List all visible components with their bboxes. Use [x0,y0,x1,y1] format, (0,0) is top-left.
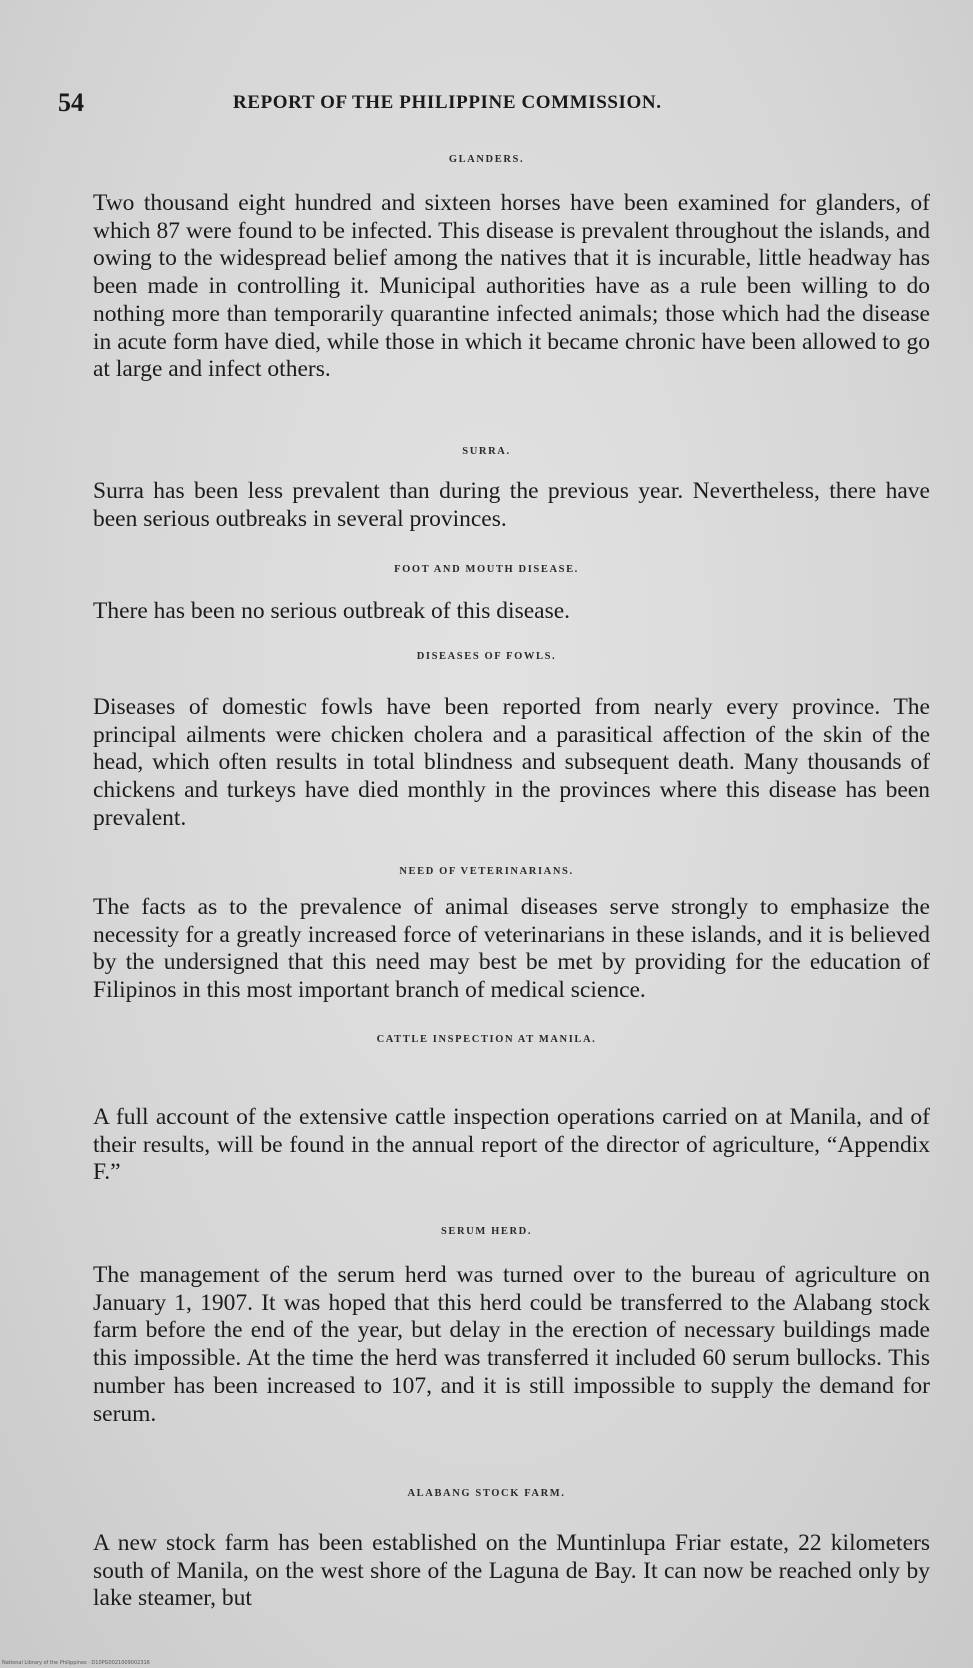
section-heading-foot-and-mouth: FOOT AND MOUTH DISEASE. [394,564,579,575]
section-text-diseases-of-fowls: Diseases of domestic fowls have been reported from nearly every province. The principal ailments were chicken cholera and a parasitical affection of the skin of the head, which often results in total blindness and subsequent death. Many thousands of chickens and turkeys have died monthly in the provinces where this disease has been prevalent. [93,694,930,831]
page-number: 54 [58,88,84,117]
library-credit: National Library of the Philippines · D10PG0021009002316 [2,1660,150,1666]
section-text-cattle-inspection: A full account of the extensive cattle inspection operations carried on at Manila, and of their results, will be found in the annual report of the director of agriculture, “Appendix F.” [93,1104,930,1186]
section-text-foot-and-mouth: There has been no serious outbreak of this disease. [93,598,571,624]
section-heading-serum-herd: SERUM HERD. [440,1226,533,1237]
page-header [58,88,918,122]
section-heading-surra: SURRA. [462,446,511,457]
section-heading-need-of-veterinarians: NEED OF VETERINARIANS. [399,866,574,877]
section-text-need-of-veterinarians: The facts as to the prevalence of animal diseases serve strongly to emphasize the necessity for a greatly increased force of veterinarians in these islands, and it is believed by the undersigned that this need may best be met by providing for the education of Filipinos in this most important branch of medical science. [93,894,930,1004]
section-heading-diseases-of-fowls: DISEASES OF FOWLS. [416,651,557,662]
section-text-surra: Surra has been less prevalent than during the previous year. Nevertheless, there have been serious outbreaks in several provinces. [93,478,930,532]
section-heading-glanders: GLANDERS. [448,154,525,165]
section-text-alabang-stock-farm: A new stock farm has been established on the Muntinlupa Friar estate, 22 kilometers south of Manila, on the west shore of the Laguna de Bay. It can now be reached only by lake steamer, but [93,1530,930,1612]
section-heading-cattle-inspection: CATTLE INSPECTION AT MANILA. [376,1034,597,1045]
section-text-serum-herd: The management of the serum herd was turned over to the bureau of agriculture on January 1, 1907. It was hoped that this herd could be transferred to the Alabang stock farm before the end of the year, but delay in the erection of necessary buildings made this impossible. At the time the herd was transferred it included 60 serum bullocks. This number has been increased to 107, and it is still impossible to supply the demand for serum. [93,1262,930,1427]
section-text-glanders: Two thousand eight hundred and sixteen horses have been examined for glanders, of which 87 were found to be infected. This disease is prevalent throughout the islands, and owing to the widespread belief among the natives that it is incurable, little headway has been made in controlling it. Municipal authorities have as a rule been willing to do nothing more than temporarily quarantine infected animals; those which had the disease in acute form have died, while those in which it became chronic have been allowed to go at large and infect others. [93,190,930,383]
section-heading-alabang-stock-farm: ALABANG STOCK FARM. [407,1488,566,1499]
running-title: REPORT OF THE PHILIPPINE COMMISSION. [233,92,662,113]
